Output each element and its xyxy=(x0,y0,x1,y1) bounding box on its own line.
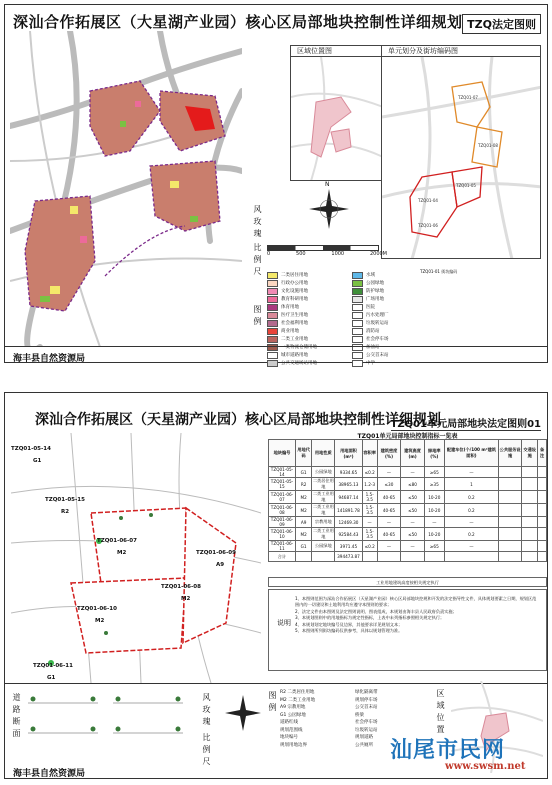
table-cell xyxy=(424,552,444,562)
plan-sheet-2 xyxy=(4,392,548,779)
table-cell xyxy=(522,504,538,517)
table-cell xyxy=(499,467,522,478)
legend-col-a xyxy=(280,689,350,749)
table-cell xyxy=(499,541,522,552)
table-cell: M2 xyxy=(295,491,311,504)
table-cell: 40-65 xyxy=(377,491,400,504)
legend-item: 文化设施用地 xyxy=(267,287,352,295)
table-cell: TZQ01-06-10 xyxy=(269,528,296,541)
table-row xyxy=(269,517,547,528)
sheet1-footer: 海丰县自然资源局 xyxy=(13,354,86,364)
table-cell xyxy=(522,528,538,541)
table-header: 地块编号 xyxy=(269,440,296,467)
legend-item: 规划停车场 xyxy=(355,697,378,703)
table-cell: 1.2-3 xyxy=(362,478,377,491)
table-row xyxy=(269,541,547,552)
legend-item: 公交首末站 xyxy=(352,351,437,359)
table-cell: — xyxy=(377,541,400,552)
table-cell: A9 xyxy=(295,517,311,528)
legend-item: 体育用地 xyxy=(267,303,352,311)
parcel-code: R2 xyxy=(61,509,70,515)
table-header: 用地性质 xyxy=(312,440,335,467)
legend-item: 公交首末站 xyxy=(355,705,378,710)
road-section-label: 道路断面 xyxy=(12,693,21,741)
parcel-map xyxy=(11,433,261,683)
table-cell: TZQ01-05-14 xyxy=(269,467,296,478)
legend-item: 绿化隔离带 xyxy=(355,690,378,695)
table-cell xyxy=(312,552,335,562)
plan-sheet-1 xyxy=(4,4,548,366)
legend-item: 二类工业用地 xyxy=(267,335,352,343)
legend-item: 公园绿地 xyxy=(352,279,437,287)
legend-item: 医院 xyxy=(352,303,437,311)
table-header: 交通设施 xyxy=(522,440,538,467)
table-cell: — xyxy=(401,541,425,552)
unit-division-svg xyxy=(382,57,541,259)
table-cell: R2 xyxy=(295,478,311,491)
parcel-code: M2 xyxy=(117,550,127,556)
parcel-label: TZQ01-05-14 xyxy=(11,446,51,452)
wind-rose-label: 风玫瑰 xyxy=(253,205,262,241)
legend-item: 二类居住用地 xyxy=(267,271,352,279)
table-cell: 394473.87 xyxy=(335,552,362,562)
unit-label: TZQ01-06 xyxy=(418,223,438,228)
table-row xyxy=(269,491,547,504)
table-cell: TZQ01-06-09 xyxy=(269,517,296,528)
legend-item: 垃圾转运站 xyxy=(352,319,437,327)
main-map xyxy=(10,31,242,347)
legend-item: 公共厕所 xyxy=(355,742,373,748)
legend xyxy=(267,271,437,367)
table-cell: ≥35 xyxy=(424,478,444,491)
table-cell xyxy=(538,541,547,552)
unit-label: TZQ01-08 xyxy=(478,143,498,148)
table-header: 绿地率(%) xyxy=(424,440,444,467)
note-line: 3、本规划图则中的用地指标为规定性指标，上表中未列指标参照相关规定执行； xyxy=(295,615,445,621)
parcel-code: A9 xyxy=(216,562,225,568)
legend-item: 社会福利用地 xyxy=(267,319,352,327)
unit-label: TZQ01-05 xyxy=(456,183,476,188)
table-cell xyxy=(538,517,547,528)
sheet2-code: TZQ01单元局部地块法定图则01 xyxy=(391,415,541,431)
legend-item: G1 公园绿地 xyxy=(280,712,306,718)
table-header: 公共服务设施 xyxy=(499,440,522,467)
sheet2-title: 深汕合作拓展区（天星湖产业园）核心区局部地块控制性详细规划 xyxy=(35,412,441,428)
table-cell: ≤30 xyxy=(377,478,400,491)
table-cell: 二类居住用地 xyxy=(312,478,334,489)
table-cell: ≤0.2 xyxy=(362,467,377,478)
legend-item: 公共交通场站用地 xyxy=(267,359,352,367)
parcel-label: TZQ01-06-11 xyxy=(33,663,73,669)
legend-item: 道路红线 xyxy=(280,720,298,725)
table-cell: 1 xyxy=(444,478,498,491)
table-cell: 38965.13 xyxy=(335,478,362,491)
legend-item: 垃圾转运站 xyxy=(355,727,378,733)
notes-box xyxy=(268,589,547,671)
table-header-row xyxy=(269,440,547,467)
table-cell xyxy=(499,478,522,491)
region-location-inset xyxy=(290,45,382,181)
watermark: 汕尾市民网 xyxy=(390,737,506,763)
table-cell: ≥65 xyxy=(424,541,444,552)
table-cell: — xyxy=(424,517,444,528)
note-line: 1、本图则范围为深汕合作拓展区（天星湖产业园）核心区局部地块控规和开发的法定指导性文件，具体规划要素之日期，规划区范围内的一切建设和土地利用均应遵守本图则的要求； xyxy=(295,596,537,608)
legend-item: 中学 xyxy=(352,359,437,367)
parcel-code: M2 xyxy=(95,618,105,624)
road-sections-svg xyxy=(23,689,193,755)
table-title: TZQ01单元局部地块控制指标一览表 xyxy=(357,433,458,440)
region-location-label: 区域位置 xyxy=(436,689,445,737)
legend-item: 社会停车场 xyxy=(352,335,437,343)
table-cell xyxy=(499,528,522,541)
table-header: 容积率 xyxy=(362,440,377,467)
table-header: 配建车位(个/100 m²建筑面积) xyxy=(444,440,498,467)
table-cell: TZQ01-06-08 xyxy=(269,504,296,517)
table-cell xyxy=(499,504,522,517)
legend-item: 桥梁 xyxy=(355,712,364,718)
table-cell xyxy=(538,478,547,491)
table-cell: 0.2 xyxy=(444,504,498,517)
scale-tick: 2000M xyxy=(369,251,387,257)
table-cell: ≤80 xyxy=(401,478,425,491)
table-cell: 公园绿地 xyxy=(312,467,335,478)
table-cell: G1 xyxy=(295,541,311,552)
legend-item: 社会停车场 xyxy=(355,720,378,725)
legend-item: M2 二类工业用地 xyxy=(280,697,316,703)
table-cell: — xyxy=(401,517,425,528)
legend-item: 水域 xyxy=(352,271,437,279)
legend-item: 行政办公用地 xyxy=(267,279,352,287)
parcel-code: G1 xyxy=(47,675,56,681)
unit-label: TZQ01-07 xyxy=(458,95,478,100)
small-note: TZQ01-01 街坊编码 xyxy=(420,269,458,274)
scale-tick: 1000 xyxy=(331,251,345,257)
table-cell: 12469.30 xyxy=(335,517,362,528)
parcel-label: TZQ01-06-10 xyxy=(77,606,117,612)
table-cell xyxy=(362,552,377,562)
table-cell: — xyxy=(377,517,400,528)
table-row xyxy=(269,504,547,517)
table-cell xyxy=(499,517,522,528)
table-note: 工业用地建筑高度按相关规定执行 xyxy=(268,577,547,587)
parcel-code: M2 xyxy=(181,596,191,602)
table-cell: 0.2 xyxy=(444,491,498,504)
legend-item: 规划道路 xyxy=(355,735,373,740)
table-cell: TZQ01-05-15 xyxy=(269,478,296,491)
table-cell xyxy=(444,552,498,562)
table-cell xyxy=(522,467,538,478)
unit-label: TZQ01-04 xyxy=(418,198,438,203)
note-line: 2、法定文件由本图则及法定图则说明、图表组成，本规划由海丰县人民政府负责实施； xyxy=(295,608,457,614)
table-cell: 0.2 xyxy=(444,528,498,541)
table-cell: — xyxy=(401,467,425,478)
parcel-label: TZQ01-06-09 xyxy=(196,550,236,556)
legend-item: 一类物流仓储用地 xyxy=(267,343,352,351)
table-cell: ≤50 xyxy=(401,528,425,541)
legend-item: 广场用地 xyxy=(352,295,437,303)
table-cell: 宗教用地 xyxy=(312,517,335,528)
legend-label-2: 图例 xyxy=(268,691,277,715)
table-cell xyxy=(522,491,538,504)
table-cell: 40-65 xyxy=(377,528,400,541)
table-cell xyxy=(522,517,538,528)
table-cell xyxy=(499,491,522,504)
table-cell xyxy=(538,528,547,541)
table-header: 用地面积(m²) xyxy=(335,440,362,467)
table-cell: 二类工业用地 xyxy=(312,528,334,539)
table-cell xyxy=(522,478,538,491)
unit-division-inset xyxy=(381,45,541,259)
table-cell xyxy=(499,552,522,562)
wind-rose-icon xyxy=(307,187,351,231)
parcel-label: TZQ01-06-07 xyxy=(97,538,137,544)
sheet1-title: 深汕合作拓展区（大星湖产业园）核心区局部地块控制性详细规划 xyxy=(13,13,463,31)
table-row xyxy=(269,552,547,562)
scale-label-2: 比例尺 xyxy=(202,733,211,769)
parcel-map-svg xyxy=(11,433,261,683)
legend-item: 地块编号 xyxy=(280,735,298,740)
legend-item: 规划用地边界 xyxy=(280,742,307,748)
watermark-url: www.swsm.net xyxy=(445,761,526,772)
legend-item: 消防站 xyxy=(352,327,437,335)
legend-item: 防护绿地 xyxy=(352,287,437,295)
table-cell: 94687.14 xyxy=(335,491,362,504)
legend-item: R2 二类居住用地 xyxy=(280,690,315,695)
table-cell: TZQ01-06-11 xyxy=(269,541,296,552)
table-cell xyxy=(538,491,547,504)
table-row xyxy=(269,528,547,541)
table-cell: M2 xyxy=(295,528,311,541)
parcel-code: G1 xyxy=(33,458,42,464)
sheet1-code: TZQ法定图则 xyxy=(462,14,541,34)
north-label: N xyxy=(325,181,330,188)
table-cell: G1 xyxy=(295,467,311,478)
table-cell: 合计 xyxy=(269,552,296,562)
legend-item: 加油站 xyxy=(352,343,437,351)
legend-item: 医疗卫生用地 xyxy=(267,311,352,319)
table-cell: 40-65 xyxy=(377,504,400,517)
table-cell: 1.5-3.5 xyxy=(362,504,377,517)
sheet2-footer: 海丰县自然资源局 xyxy=(13,769,86,779)
table-header: 用地代码 xyxy=(295,440,311,467)
legend-item: A9 宗教用地 xyxy=(280,705,306,710)
parcel-label: TZQ01-06-08 xyxy=(161,584,201,590)
legend-item: 污水处理厂 xyxy=(352,311,437,319)
table-cell: — xyxy=(362,517,377,528)
scale-tick: 0 xyxy=(267,251,271,257)
inset-title: 区域位置图 xyxy=(291,46,381,57)
table-cell: 10-20 xyxy=(424,504,444,517)
table-cell: 10-20 xyxy=(424,528,444,541)
table-cell: M2 xyxy=(295,504,311,517)
table-cell: 10-20 xyxy=(424,491,444,504)
main-map-svg xyxy=(10,31,242,347)
table-cell xyxy=(538,504,547,517)
table-cell xyxy=(295,552,311,562)
legend-item: 教育科研用地 xyxy=(267,295,352,303)
note-line: 5、本图则所列街坊编码仅供参考，具体以规划管理为准。 xyxy=(295,628,403,634)
table-cell: 1.5-3.5 xyxy=(362,528,377,541)
table-cell: 1.5-3.5 xyxy=(362,491,377,504)
table-cell: 92584.43 xyxy=(335,528,362,541)
table-row xyxy=(269,467,547,478)
table-cell: 公园绿地 xyxy=(312,541,335,552)
table-header: 建筑密度(%) xyxy=(377,440,400,467)
table-cell xyxy=(377,552,400,562)
legend-item: 城市道路用地 xyxy=(267,351,352,359)
table-cell: 二类工业用地 xyxy=(312,504,334,515)
table-cell: 3971.45 xyxy=(335,541,362,552)
table-cell: 9334.65 xyxy=(335,467,362,478)
table-cell xyxy=(522,552,538,562)
wind-rose-label-2: 风玫瑰 xyxy=(202,693,211,729)
table-cell xyxy=(401,552,425,562)
wind-rose-icon-2 xyxy=(223,693,263,733)
table-cell xyxy=(522,541,538,552)
table-cell xyxy=(538,552,547,562)
table-header: 建筑高度(m) xyxy=(401,440,425,467)
table-cell: — xyxy=(444,541,498,552)
unit-division-title: 单元划分及街坊编码图 xyxy=(382,46,540,57)
table-cell: 141891.78 xyxy=(335,504,362,517)
legend-item: 规划范围线 xyxy=(280,727,303,733)
table-cell: ≤0.2 xyxy=(362,541,377,552)
legend-col-2 xyxy=(352,271,437,367)
scale-tick: 500 xyxy=(296,251,306,257)
table-cell: ≤50 xyxy=(401,491,425,504)
legend-label: 图例 xyxy=(253,305,262,329)
legend-item: 商业用地 xyxy=(267,327,352,335)
table-cell: — xyxy=(444,467,498,478)
notes-label: 说明 xyxy=(277,619,291,627)
table-cell: ≥65 xyxy=(424,467,444,478)
region-inset-svg xyxy=(291,57,382,181)
legend-col-1 xyxy=(267,271,352,367)
table-cell: TZQ01-06-07 xyxy=(269,491,296,504)
control-index-table xyxy=(268,439,547,562)
note-line: 4、本规划划定地块编号及边界，其他要求详见规划文本； xyxy=(295,621,403,627)
table-header: 备注 xyxy=(538,440,547,467)
parcel-label: TZQ01-05-15 xyxy=(45,497,85,503)
scale-ticks xyxy=(267,251,387,257)
table-row xyxy=(269,478,547,491)
table-cell: — xyxy=(377,467,400,478)
table-cell: 二类工业用地 xyxy=(312,491,334,502)
scale-label: 比例尺 xyxy=(253,243,262,279)
table-cell xyxy=(538,467,547,478)
table-cell: — xyxy=(444,517,498,528)
table-cell: ≤50 xyxy=(401,504,425,517)
